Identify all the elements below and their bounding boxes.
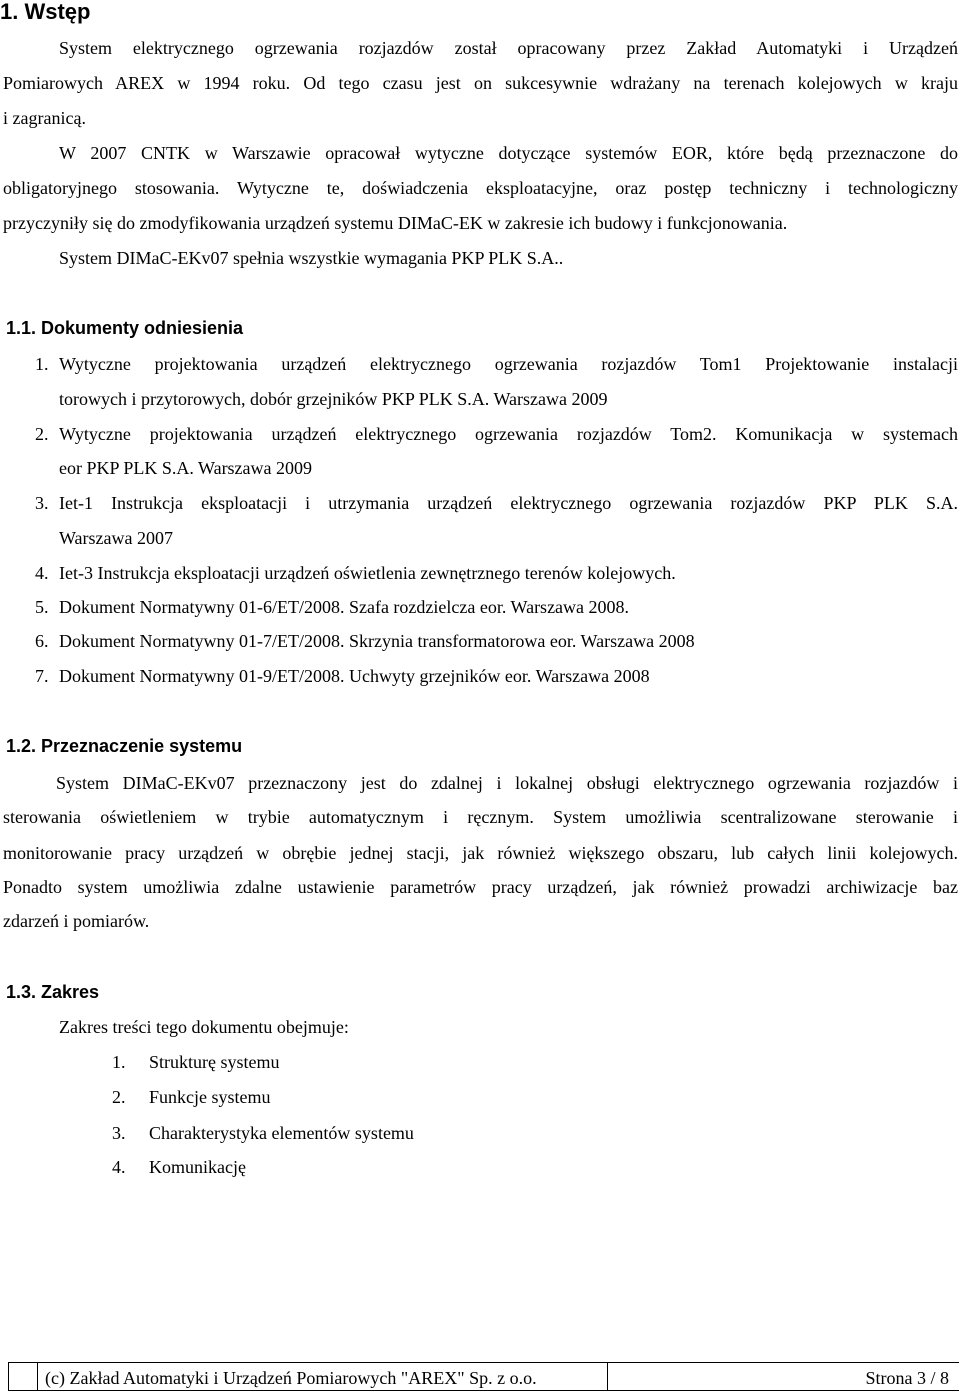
ref-item-4: Iet-3 Instrukcja eksploatacji urządzeń oświetlenia zewnętrznego terenów kolejowych.: [59, 563, 676, 583]
list-item: [112, 1122, 414, 1144]
section-title-zakres: 1.3. Zakres: [6, 982, 100, 1002]
footer-copyright: (c) Zakład Automatyki i Urządzeń Pomiarowych "AREX" Sp. z o.o.: [45, 1368, 537, 1388]
ref-num: 6.: [35, 631, 49, 651]
para2-line1: W 2007 CNTK w Warszawie opracował wytyczne dotyczące systemów EOR, które będą przeznaczone do: [59, 143, 958, 163]
scope-intro: Zakres treści tego dokumentu obejmuje:: [59, 1017, 349, 1037]
ref-item-5: Dokument Normatywny 01-6/ET/2008. Szafa rozdzielcza eor. Warszawa 2008.: [59, 597, 630, 617]
para1-line2: Pomiarowych AREX w 1994 roku. Od tego czasu jest on sukcesywnie wdrażany na terenach kolejowych w kraju: [3, 73, 958, 93]
purpose-line1: System DIMaC-EKv07 przeznaczony jest do zdalnej i lokalnej obsługi elektrycznego ogrzewania rozjazdów i: [56, 773, 958, 793]
ref-num: 3.: [35, 493, 49, 513]
scope-num: 1.: [112, 1052, 126, 1072]
ref-item-2-line1: Wytyczne projektowania urządzeń elektrycznego ogrzewania rozjazdów Tom2. Komunikacja w systemach: [59, 424, 958, 444]
scope-num: 4.: [112, 1157, 126, 1177]
section-title-przeznaczenie: 1.2. Przeznaczenie systemu: [6, 736, 243, 756]
footer-divider: [607, 1363, 608, 1390]
purpose-line3: monitorowanie pracy urządzeń w obrębie jednej stacji, jak również większego obszaru, lub całych linii kolejowych.: [3, 843, 958, 863]
scope-num: 3.: [112, 1123, 126, 1143]
ref-num: 5.: [35, 597, 49, 617]
para2-line2: obligatoryjnego stosowania. Wytyczne te, doświadczenia eksploatacyjne, oraz postęp techniczny i technologiczny: [3, 178, 958, 198]
section-title-wstep: 1. Wstęp: [0, 0, 91, 24]
para1-line3: i zagranicą.: [3, 108, 86, 128]
footer-divider: [37, 1363, 38, 1390]
purpose-line5: zdarzeń i pomiarów.: [3, 911, 150, 931]
list-item: [112, 1156, 246, 1178]
ref-item-3-line1: Iet-1 Instrukcja eksploatacji i utrzymania urządzeń elektrycznego ogrzewania rozjazdów PKP PLK S.A.: [59, 493, 958, 513]
ref-num: 1.: [35, 354, 49, 374]
ref-item-7: Dokument Normatywny 01-9/ET/2008. Uchwyty grzejników eor. Warszawa 2008: [59, 666, 650, 686]
para2-line3: przyczyniły się do zmodyfikowania urządzeń systemu DIMaC-EK w zakresie ich budowy i funkcjonowania.: [3, 213, 788, 233]
para3: System DIMaC-EKv07 spełnia wszystkie wymagania PKP PLK S.A..: [59, 248, 564, 268]
list-item: [112, 1086, 271, 1108]
ref-num: 7.: [35, 666, 49, 686]
purpose-line2: sterowania oświetleniem w trybie automatycznym i ręcznym. System umożliwia scentralizowane sterowanie i: [3, 807, 958, 827]
ref-num: 2.: [35, 424, 49, 444]
ref-item-1-line1: Wytyczne projektowania urządzeń elektrycznego ogrzewania rozjazdów Tom1 Projektowanie instalacji: [59, 354, 958, 374]
ref-num: 4.: [35, 563, 49, 583]
ref-item-6: Dokument Normatywny 01-7/ET/2008. Skrzynia transformatorowa eor. Warszawa 2008: [59, 631, 695, 651]
scope-text: Komunikację: [149, 1157, 246, 1177]
list-item: [112, 1051, 280, 1073]
ref-item-3-line2: Warszawa 2007: [59, 528, 174, 548]
scope-text: Funkcje systemu: [149, 1087, 271, 1107]
section-title-dokumenty: 1.1. Dokumenty odniesienia: [6, 318, 244, 338]
purpose-line4: Ponadto system umożliwia zdalne ustawienie parametrów pracy urządzeń, jak również prowadzi archiwizacje baz: [3, 877, 958, 897]
scope-text: Charakterystyka elementów systemu: [149, 1123, 414, 1143]
scope-text: Strukturę systemu: [149, 1052, 280, 1072]
ref-item-1-line2: torowych i przytorowych, dobór grzejników PKP PLK S.A. Warszawa 2009: [59, 389, 608, 409]
page-footer: [8, 1362, 959, 1391]
para1-line1: System elektrycznego ogrzewania rozjazdów został opracowany przez Zakład Automatyki i Urządzeń: [59, 38, 958, 58]
footer-page-number: Strona 3 / 8: [865, 1368, 949, 1388]
scope-num: 2.: [112, 1087, 126, 1107]
ref-item-2-line2: eor PKP PLK S.A. Warszawa 2009: [59, 458, 313, 478]
